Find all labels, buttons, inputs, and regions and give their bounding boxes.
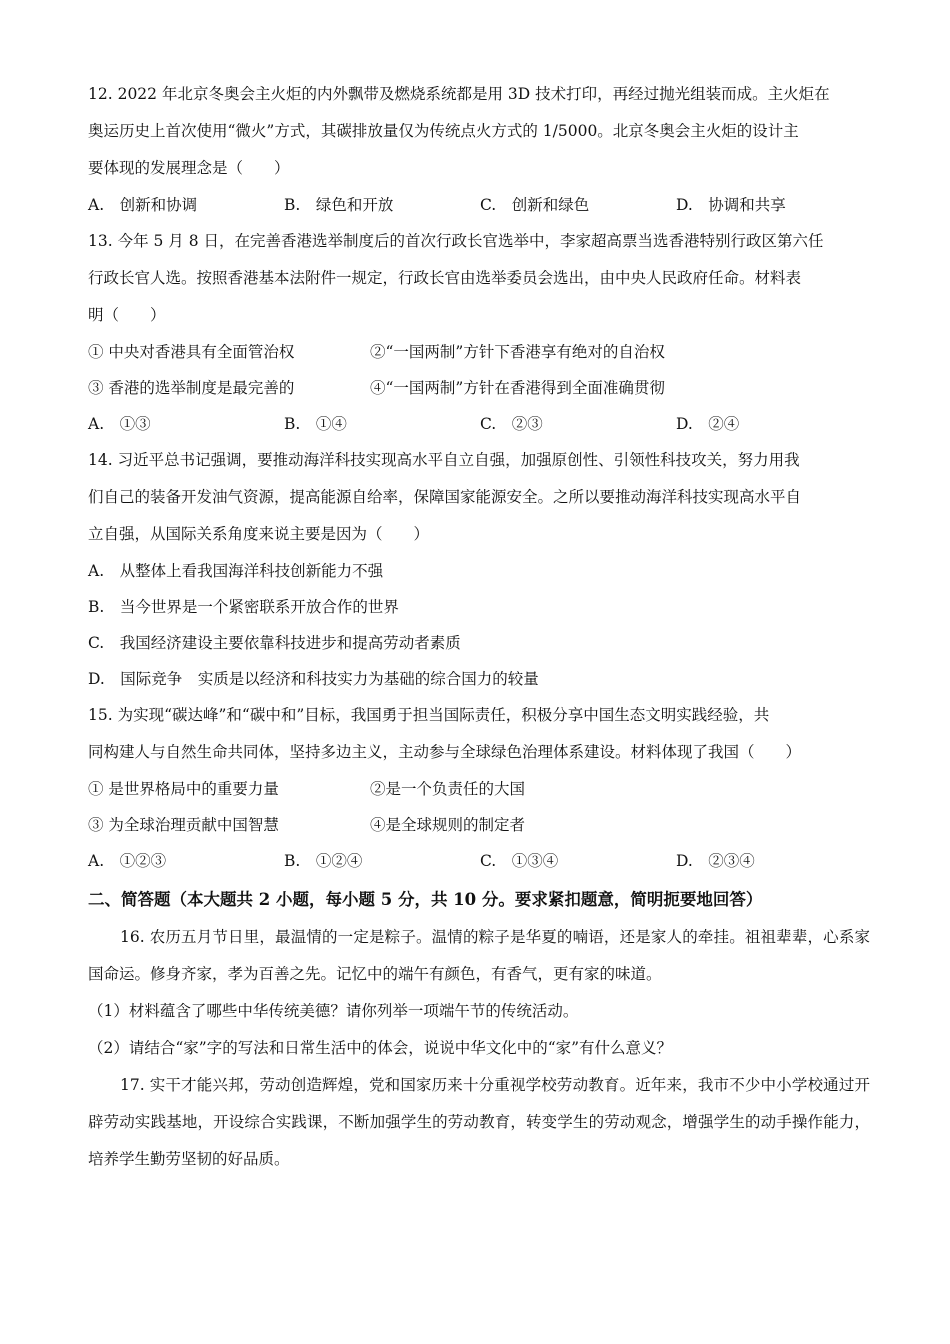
- question-13-statement-4: ④“一国两制”方针在香港得到全面准确贯彻: [370, 379, 665, 397]
- question-15-statement-2: ②是一个负责任的大国: [370, 780, 526, 798]
- question-14: [88, 442, 870, 697]
- question-13-statement-3: ③ 香港的选举制度是最完善的: [88, 379, 295, 397]
- question-12-stem-line-1: 12. 2022 年北京冬奥会主火炬的内外飘带及燃烧系统都是用 3D 技术打印，再经过抛光组装而成。主火炬在: [88, 85, 830, 103]
- question-17-text: 17. 实干才能兴邦，劳动创造辉煌，党和国家历来十分重视学校劳动教育。近年来，我市不少中小学校通过开辟劳动实践基地，开设综合实践课，不断加强学生的劳动教育，转变学生的劳动观念，增强学生的动手操作能力，培养学生勤劳坚韧的好品质。: [88, 1076, 870, 1168]
- exam-page: [88, 76, 870, 1178]
- question-14-stem-line-2: 们自己的装备开发油气资源，提高能源自给率，保障国家能源安全。之所以要推动海洋科技实现高水平自: [88, 488, 802, 506]
- question-16-sub-2: （2）请结合“家”字的写法和日常生活中的体会，说说中华文化中的“家”有什么意义？: [88, 1039, 673, 1057]
- question-15-options: [88, 843, 870, 879]
- question-12-stem-line-3: 要体现的发展理念是（ ）: [88, 159, 290, 177]
- question-14-stem-line-3: 立自强，从国际关系角度来说主要是因为（ ）: [88, 525, 430, 543]
- question-15-option-a[interactable]: A. ①②③: [88, 852, 167, 870]
- question-14-stem-line-1: 14. 习近平总书记强调，要推动海洋科技实现高水平自立自强，加强原创性、引领性科技攻关，努力用我: [88, 451, 800, 469]
- question-13-stem-line-2: 行政长官人选。按照香港基本法附件一规定，行政长官由选举委员会选出，由中央人民政府任命。材料表: [88, 269, 802, 287]
- question-13-statement-2: ②“一国两制”方针下香港享有绝对的自治权: [370, 343, 665, 361]
- question-16-sub-1: （1）材料蕴含了哪些中华传统美德？请你列举一项端午节的传统活动。: [88, 1002, 579, 1020]
- question-13-option-c[interactable]: C. ②③: [480, 415, 543, 433]
- question-13-statements: [88, 334, 870, 406]
- question-15-option-d[interactable]: D. ②③④: [676, 852, 755, 870]
- question-12: [88, 76, 870, 223]
- question-13-stem-line-1: 13. 今年 5 月 8 日，在完善香港选举制度后的首次行政长官选举中，李家超高票当选香港特别行政区第六任: [88, 232, 824, 250]
- question-13-option-b[interactable]: B. ①④: [284, 415, 347, 433]
- question-14-option-b[interactable]: B. 当今世界是一个紧密联系开放合作的世界: [88, 598, 399, 616]
- question-15: [88, 697, 870, 879]
- question-13-options: [88, 406, 870, 442]
- question-12-option-a[interactable]: A. 创新和协调: [88, 196, 198, 214]
- question-12-stem-line-2: 奥运历史上首次使用“微火”方式，其碳排放量仅为传统点火方式的 1/5000。北京冬奥会主火炬的设计主: [88, 122, 799, 140]
- question-15-option-b[interactable]: B. ①②④: [284, 852, 363, 870]
- question-14-option-d[interactable]: D. 国际竞争 实质是以经济和科技实力为基础的综合国力的较量: [88, 670, 539, 688]
- question-13-option-d[interactable]: D. ②④: [676, 415, 740, 433]
- question-15-option-c[interactable]: C. ①③④: [480, 852, 559, 870]
- question-15-statement-3: ③ 为全球治理贡献中国智慧: [88, 816, 279, 834]
- question-12-options: [88, 187, 870, 223]
- question-15-stem-line-2: 同构建人与自然生命共同体，坚持多边主义，主动参与全球绿色治理体系建设。材料体现了我国（ ）: [88, 743, 802, 761]
- question-15-stem-line-1: 15. 为实现“碳达峰”和“碳中和”目标，我国勇于担当国际责任，积极分享中国生态文明实践经验，共: [88, 706, 770, 724]
- section-2-heading: 二、简答题（本大题共 2 小题，每小题 5 分，共 10 分。要求紧扣题意，简明扼要地回答）: [88, 890, 763, 909]
- question-17: [88, 1067, 870, 1178]
- question-16-text: 16. 农历五月节日里，最温情的一定是粽子。温情的粽子是华夏的喃语，还是家人的牵挂。祖祖辈辈，心系家国命运。修身齐家，孝为百善之先。记忆中的端午有颜色，有香气，更有家的味道。: [88, 928, 870, 983]
- question-14-option-c[interactable]: C. 我国经济建设主要依靠科技进步和提高劳动者素质: [88, 634, 461, 652]
- question-15-statement-1: ① 是世界格局中的重要力量: [88, 780, 279, 798]
- question-15-statement-4: ④是全球规则的制定者: [370, 816, 526, 834]
- question-13-option-a[interactable]: A. ①③: [88, 415, 151, 433]
- question-16: [88, 919, 870, 1067]
- question-15-statements: [88, 771, 870, 843]
- question-13-statement-1: ① 中央对香港具有全面管治权: [88, 343, 295, 361]
- question-13: [88, 223, 870, 442]
- question-12-option-c[interactable]: C. 创新和绿色: [480, 196, 590, 214]
- question-14-option-a[interactable]: A. 从整体上看我国海洋科技创新能力不强: [88, 562, 384, 580]
- question-13-stem-line-3: 明（ ）: [88, 306, 166, 324]
- question-12-option-d[interactable]: D. 协调和共享: [676, 196, 786, 214]
- question-12-option-b[interactable]: B. 绿色和开放: [284, 196, 394, 214]
